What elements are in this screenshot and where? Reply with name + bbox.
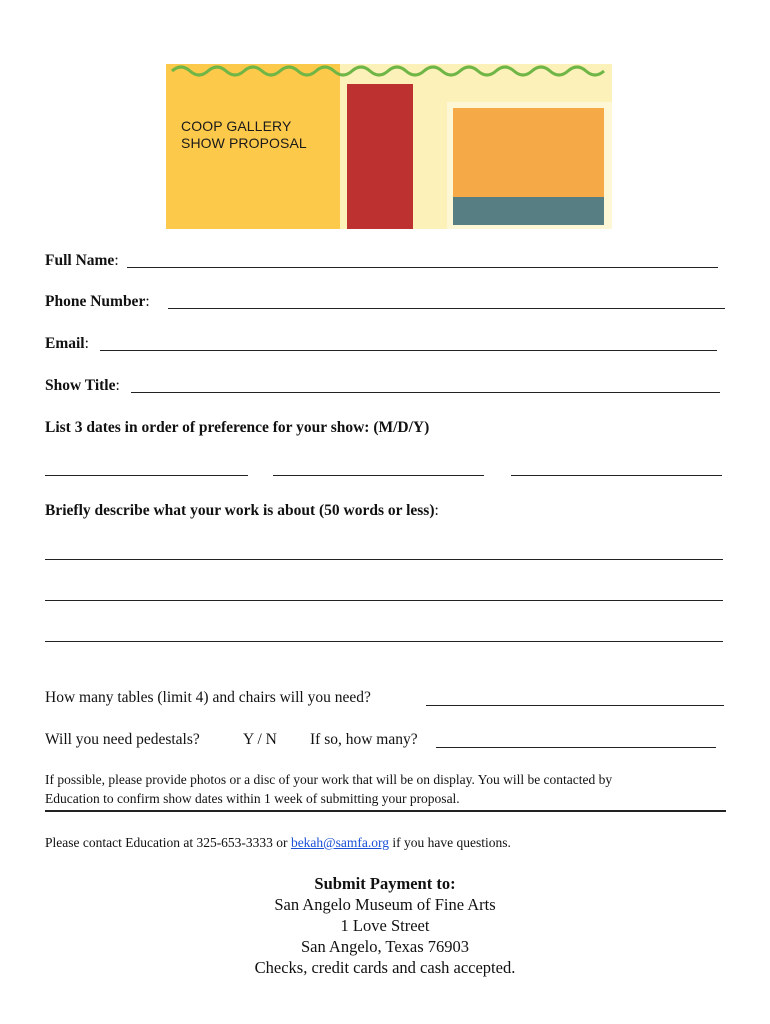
photos-note-line2: Education to confirm show dates within 1 week of submitting your proposal. [45,791,460,806]
date-choice-2-field[interactable] [273,475,484,476]
submit-payment-note: Checks, credit cards and cash accepted. [254,958,516,977]
email-field[interactable] [100,350,717,351]
contact-email-link[interactable]: bekah@samfa.org [290,835,389,850]
describe-row [45,502,439,520]
full-name-label: Full Name [45,252,115,269]
phone-sep: : [145,293,150,310]
submit-city: San Angelo, Texas 76903 [300,937,470,956]
pedestals-yes-no[interactable]: Y / N [243,731,277,748]
pedestals-question: Will you need pedestals? [45,731,200,748]
full-name-row [45,252,119,270]
contact-prefix: Please contact Education at 325-653-3333 or [45,835,291,850]
header-title-line2: SHOW PROPOSAL [181,135,307,151]
header-title-line1: COOP GALLERY [181,118,292,134]
date-choice-1-field[interactable] [45,475,248,476]
submit-street: 1 Love Street [340,916,430,935]
orange-window [453,108,604,197]
submit-block [0,873,770,978]
submit-heading: Submit Payment to: [314,874,456,893]
phone-row [45,293,150,311]
tables-chairs-field[interactable] [426,705,724,706]
phone-label: Phone Number [45,293,146,310]
describe-sep: : [434,502,439,519]
full-name-sep: : [114,252,119,269]
describe-label: Briefly describe what your work is about (50 words or less) [45,502,435,519]
contact-note [45,833,511,852]
divider [45,810,726,812]
pedestals-count-label: If so, how many? [310,731,418,748]
show-title-field[interactable] [131,392,720,393]
full-name-field[interactable] [127,267,718,268]
describe-line-2-field[interactable] [45,600,723,601]
photos-note-line1: If possible, please provide photos or a disc of your work that will be on display. You will be contacted by [45,772,613,787]
email-label: Email [45,335,85,352]
red-door [347,84,413,229]
dates-label: List 3 dates in order of preference for your show: (M/D/Y) [45,419,430,436]
describe-line-3-field[interactable] [45,641,723,642]
pedestals-count-field[interactable] [436,747,716,748]
email-row [45,335,89,353]
date-choice-3-field[interactable] [511,475,722,476]
header-title [181,118,307,152]
tables-question: How many tables (limit 4) and chairs will you need? [45,689,371,706]
contact-suffix: if you have questions. [388,835,511,850]
describe-line-1-field[interactable] [45,559,723,560]
show-title-row [45,377,120,395]
teal-stripe [453,197,604,225]
show-title-sep: : [115,377,120,394]
photos-note [45,770,735,808]
phone-field[interactable] [168,308,725,309]
email-sep: : [84,335,89,352]
show-title-label: Show Title [45,377,116,394]
submit-org: San Angelo Museum of Fine Arts [274,895,496,914]
